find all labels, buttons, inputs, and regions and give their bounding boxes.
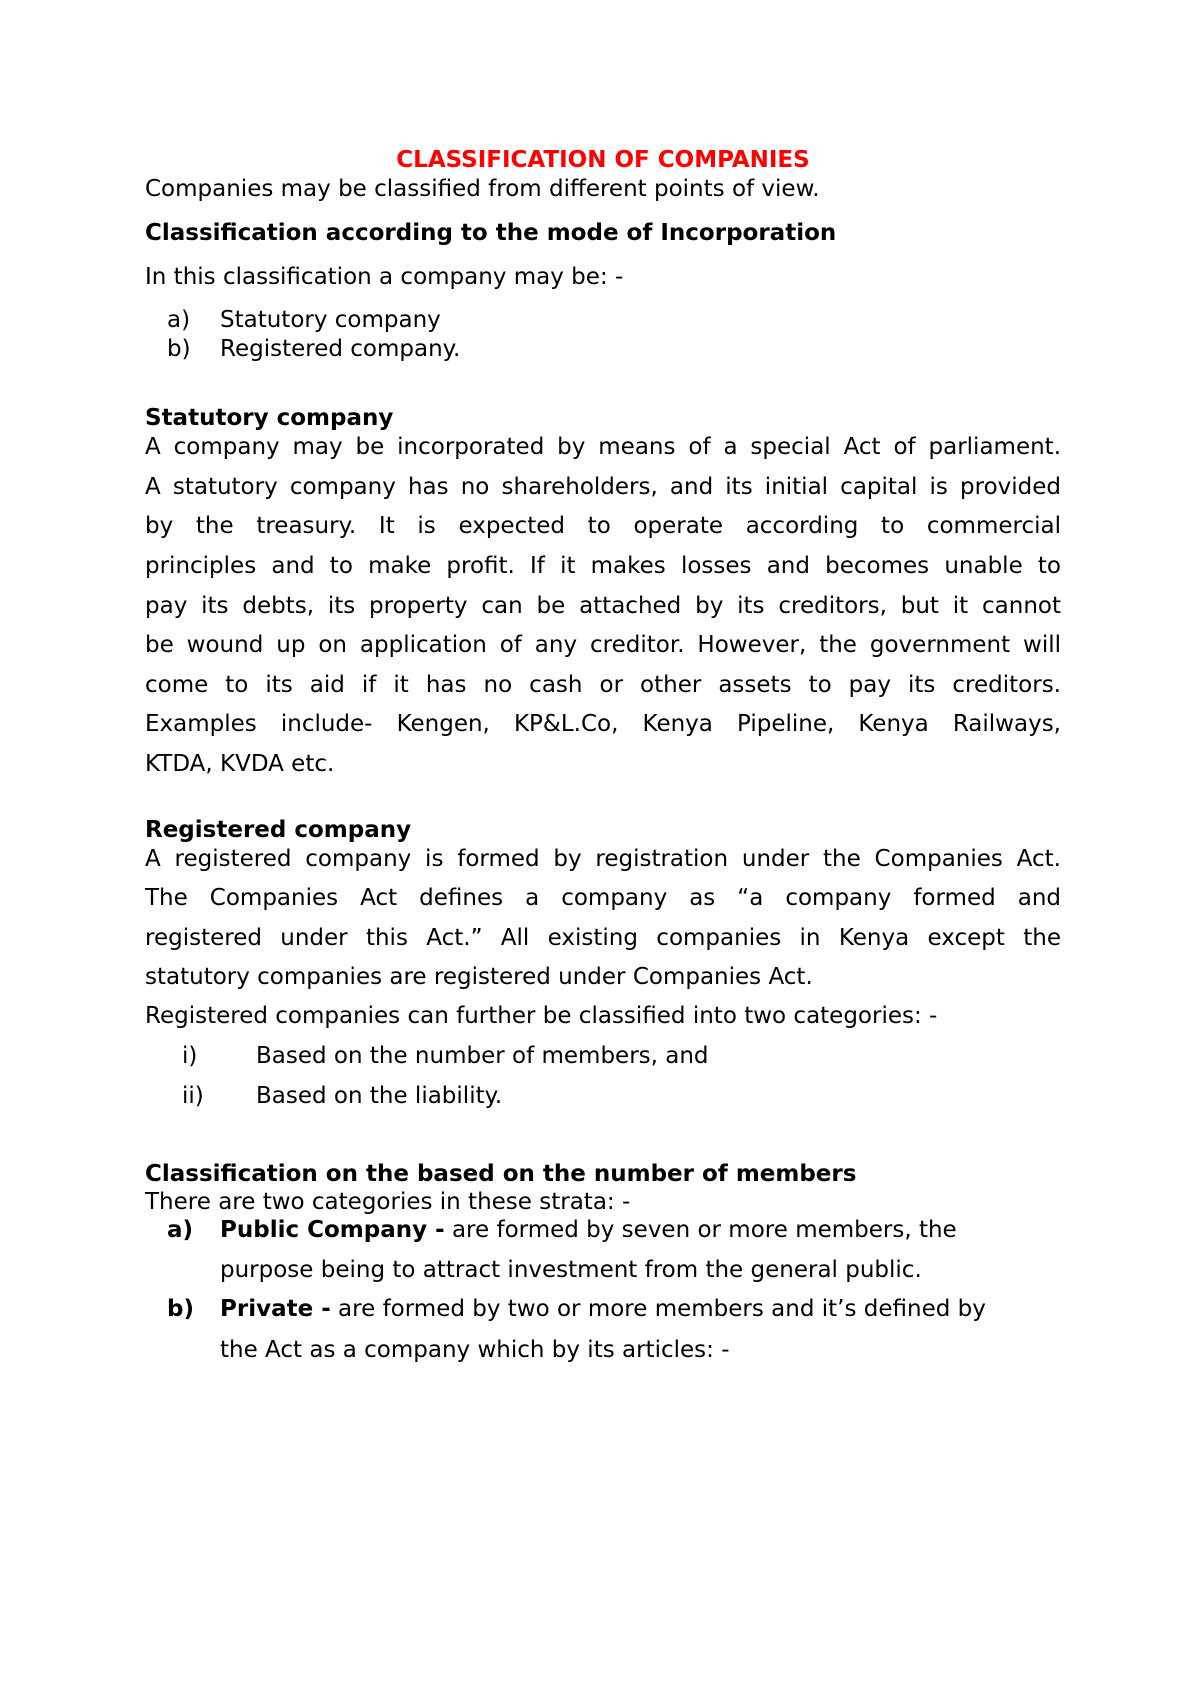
- term-definition: are formed by two or more members and it’s defined by: [330, 1296, 986, 1322]
- paragraph-line: registered under this Act.” All existing companies in Kenya except the: [145, 925, 1061, 951]
- paragraph-line: A registered company is formed by registration under the Companies Act.: [145, 846, 1061, 872]
- paragraph-line: A statutory company has no shareholders, and its initial capital is provided: [145, 474, 1061, 500]
- term-definition: are formed by seven or more members, the: [444, 1217, 957, 1243]
- list-marker: ii): [182, 1083, 204, 1109]
- list-item-text-continued: purpose being to attract investment from the general public.: [220, 1257, 922, 1283]
- section-heading-members: Classification on the based on the number of members: [145, 1161, 857, 1187]
- paragraph-line: The Companies Act defines a company as “a company formed and: [145, 885, 1061, 911]
- paragraph-line: KTDA, KVDA etc.: [145, 751, 335, 777]
- list-item-text: Based on the liability.: [256, 1083, 503, 1109]
- list-item-text: Based on the number of members, and: [256, 1043, 709, 1069]
- intro-text: Companies may be classified from different points of view.: [145, 176, 820, 202]
- section-lead-members: There are two categories in these strata: -: [145, 1189, 631, 1215]
- list-item-text: [220, 1294, 986, 1324]
- paragraph-line: come to its aid if it has no cash or other assets to pay its creditors.: [145, 672, 1061, 698]
- list-marker: a): [167, 307, 191, 333]
- list-item-text: Registered company.: [220, 336, 461, 362]
- paragraph-line: pay its debts, its property can be attached by its creditors, but it cannot: [145, 593, 1061, 619]
- section-heading-statutory: Statutory company: [145, 405, 394, 431]
- document-title: CLASSIFICATION OF COMPANIES: [396, 147, 810, 173]
- paragraph-line: be wound up on application of any creditor. However, the government will: [145, 632, 1061, 658]
- list-item-text-continued: the Act as a company which by its articles: -: [220, 1337, 730, 1363]
- list-marker: b): [167, 1296, 194, 1322]
- paragraph-line: Examples include- Kengen, KP&L.Co, Kenya Pipeline, Kenya Railways,: [145, 711, 1061, 737]
- section-heading-registered: Registered company: [145, 817, 412, 843]
- term-label: Public Company -: [220, 1217, 445, 1243]
- list-marker: b): [167, 336, 191, 362]
- paragraph-line: principles and to make profit. If it makes losses and becomes unable to: [145, 553, 1061, 579]
- section-heading-incorporation: Classification according to the mode of Incorporation: [145, 220, 837, 246]
- paragraph-line: by the treasury. It is expected to operate according to commercial: [145, 513, 1061, 539]
- list-marker: i): [182, 1043, 198, 1069]
- section-lead-incorporation: In this classification a company may be: -: [145, 264, 624, 290]
- term-label: Private -: [220, 1296, 331, 1322]
- paragraph-line: statutory companies are registered under Companies Act.: [145, 964, 813, 990]
- paragraph-line: A company may be incorporated by means of a special Act of parliament.: [145, 434, 1061, 460]
- section-lead-registered: Registered companies can further be classified into two categories: -: [145, 1003, 938, 1029]
- list-marker: a): [167, 1217, 194, 1243]
- list-item-text: [220, 1215, 957, 1245]
- list-item-text: Statutory company: [220, 307, 441, 333]
